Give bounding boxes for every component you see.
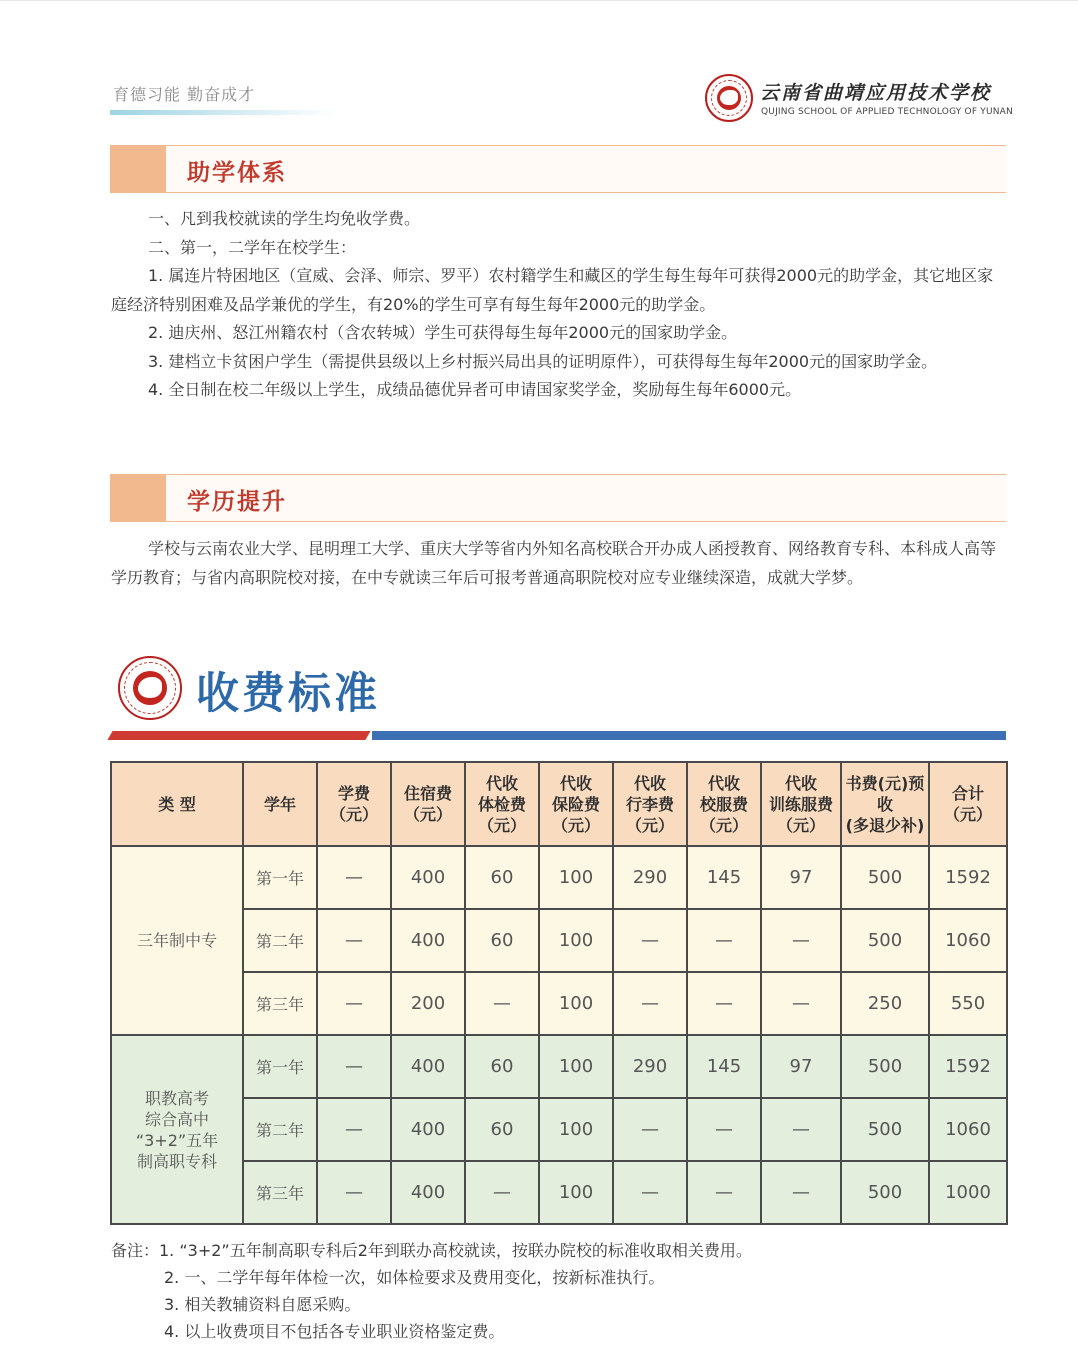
fee-cell: — <box>687 909 761 972</box>
table-header-row <box>111 762 1007 846</box>
fee-cell: — <box>317 909 391 972</box>
year-cell: 第一年 <box>243 1035 317 1098</box>
school-name-en: QUJING SCHOOL OF APPLIED TECHNOLOGY OF YUNAN <box>761 107 1013 117</box>
fee-cell: 100 <box>539 1035 613 1098</box>
fees-title: 收费标准 <box>196 669 380 719</box>
table-row <box>111 909 1007 972</box>
fee-cell: 100 <box>539 972 613 1035</box>
table-header-cell <box>243 762 317 846</box>
education-section-title: 学历提升 <box>187 489 287 515</box>
aid-item: 2. 迪庆州、怒江州籍农村（含农转城）学生可获得每生每年2000元的国家助学金。 <box>148 323 738 342</box>
school-logo-icon <box>118 656 182 720</box>
fee-table <box>110 761 1008 1225</box>
education-content <box>111 535 1006 592</box>
fee-cell: 60 <box>465 1098 539 1161</box>
fee-cell: 60 <box>465 846 539 909</box>
aid-content <box>111 205 1006 405</box>
program-type-cell <box>111 846 243 1035</box>
table-header-cell <box>465 762 539 846</box>
header-line: 学费 <box>337 784 370 803</box>
program-type-line: 三年制中专 <box>136 931 217 950</box>
header-line: 代收 <box>784 773 817 793</box>
aid-item: 1. 属连片特困地区（宣威、会泽、师宗、罗平）农村籍学生和藏区的学生每生每年可获得2000元的助学金，其它地区家庭经济特别困难及品学兼优的学生，有20%的学生可享有每生每年2000元的助学金。 <box>111 266 994 314</box>
aid-item: 3. 建档立卡贫困户学生（需提供县级以上乡村振兴局出具的证明原件），可获得每生每年2000元的国家助学金。 <box>148 351 938 371</box>
fee-cell: 290 <box>613 846 687 909</box>
program-type-line: 职教高考 <box>144 1088 209 1108</box>
aid-section-header <box>110 145 1006 193</box>
fee-cell: — <box>317 1035 391 1098</box>
year-cell: 第三年 <box>243 1161 317 1224</box>
fee-cell: 500 <box>841 1035 929 1098</box>
table-row <box>111 1035 1007 1098</box>
fee-cell: 500 <box>841 846 929 909</box>
header-line: 代收 <box>559 773 592 793</box>
fee-cell: — <box>613 909 687 972</box>
fee-cell: 100 <box>539 1098 613 1161</box>
program-type-line: 制高职专科 <box>136 1151 217 1171</box>
fee-cell: 97 <box>761 1035 841 1098</box>
header-line: （元） <box>699 815 748 835</box>
fee-cell: 60 <box>465 1035 539 1098</box>
fee-cell: 500 <box>841 1161 929 1224</box>
header-line: （元） <box>776 815 825 835</box>
fee-cell: — <box>613 1098 687 1161</box>
header-line: （元） <box>329 805 378 824</box>
header-line: 训练服费 <box>768 794 833 814</box>
table-header-cell <box>761 762 841 846</box>
aid-section-title: 助学体系 <box>187 160 287 186</box>
header-line: （元） <box>943 805 992 824</box>
note-line: 备注：1. “3+2”五年制高职专科后2年到联办高校就读，按联办院校的标准收取相关费用。 <box>111 1241 752 1260</box>
fee-cell: — <box>761 972 841 1035</box>
fee-cell: 1060 <box>929 909 1007 972</box>
fee-cell: — <box>761 1161 841 1224</box>
header-line: 保险费 <box>551 794 600 814</box>
aid-item: 4. 全日制在校二年级以上学生，成绩品德优异者可申请国家奖学金，奖励每生每年6000元。 <box>148 380 802 399</box>
header-line: 书费(元)预收 <box>845 773 925 814</box>
fee-cell: — <box>761 1098 841 1161</box>
year-cell: 第三年 <box>243 972 317 1035</box>
fee-cell: — <box>687 1161 761 1224</box>
table-body <box>111 846 1007 1224</box>
fee-cell: 290 <box>613 1035 687 1098</box>
section-tab <box>110 474 166 522</box>
table-header-cell <box>613 762 687 846</box>
table-row <box>111 972 1007 1035</box>
header-line: （元） <box>477 815 526 835</box>
fee-cell: — <box>761 909 841 972</box>
fee-cell: 60 <box>465 909 539 972</box>
education-section-header <box>110 474 1006 522</box>
fee-cell: 1000 <box>929 1161 1007 1224</box>
table-header-cell <box>111 762 243 846</box>
table-row <box>111 846 1007 909</box>
fee-cell: 400 <box>391 909 465 972</box>
program-type-cell <box>111 1035 243 1224</box>
year-cell: 第二年 <box>243 1098 317 1161</box>
fee-cell: 400 <box>391 1161 465 1224</box>
fee-cell: — <box>317 1161 391 1224</box>
table-header-cell <box>929 762 1007 846</box>
table-header-cell <box>391 762 465 846</box>
fee-cell: 145 <box>687 846 761 909</box>
table-row <box>111 1161 1007 1224</box>
header-line: 代收 <box>633 773 666 793</box>
table-header-cell <box>317 762 391 846</box>
header-line: (多退少补) <box>845 815 925 835</box>
fee-cell: 97 <box>761 846 841 909</box>
fee-cell: — <box>465 972 539 1035</box>
header-line: 体检费 <box>477 794 526 814</box>
fee-cell: — <box>465 1161 539 1224</box>
fee-cell: 100 <box>539 1161 613 1224</box>
fee-cell: 400 <box>391 846 465 909</box>
header-line: 类 型 <box>158 794 196 814</box>
fee-cell: 145 <box>687 1035 761 1098</box>
fee-cell: — <box>317 846 391 909</box>
school-name-cn: 云南省曲靖应用技术学校 <box>760 82 992 104</box>
header-line: （元） <box>403 805 452 824</box>
table-header-cell <box>687 762 761 846</box>
header-line: 行李费 <box>625 794 674 814</box>
fee-cell: — <box>687 1098 761 1161</box>
header-line: 代收 <box>485 773 518 793</box>
fee-cell: 250 <box>841 972 929 1035</box>
year-cell: 第一年 <box>243 846 317 909</box>
fee-cell: 100 <box>539 846 613 909</box>
section-tab <box>110 145 166 193</box>
fee-cell: 1592 <box>929 1035 1007 1098</box>
education-text: 学校与云南农业大学、昆明理工大学、重庆大学等省内外知名高校联合开办成人函授教育、网络教育专科、本科成人高等学历教育；与省内高职院校对接，在中专就读三年后可报考普通高职院校对应专业继续深造，成就大学梦。 <box>111 539 997 587</box>
table-header-cell <box>539 762 613 846</box>
fee-cell: 200 <box>391 972 465 1035</box>
fee-cell: — <box>317 972 391 1035</box>
header-line: 代收 <box>707 773 740 793</box>
fee-cell: 500 <box>841 909 929 972</box>
fee-cell: — <box>613 1161 687 1224</box>
fee-cell: — <box>613 972 687 1035</box>
header-line: 住宿费 <box>403 784 452 803</box>
table-row <box>111 1098 1007 1161</box>
fee-cell: — <box>687 972 761 1035</box>
motto-underline <box>110 110 340 115</box>
aid-item: 一、凡到我校就读的学生均免收学费。 <box>148 209 421 228</box>
header-line: （元） <box>625 815 674 835</box>
fee-cell: 550 <box>929 972 1007 1035</box>
fee-cell: — <box>317 1098 391 1161</box>
fee-cell: 500 <box>841 1098 929 1161</box>
program-type-line: 综合高中 <box>144 1109 209 1129</box>
school-motto: 育德习能 勤奋成才 <box>113 85 256 104</box>
note-line: 3. 相关教辅资料自愿采购。 <box>164 1295 361 1314</box>
note-line: 2. 一、二学年每年体检一次，如体检要求及费用变化，按新标准执行。 <box>164 1268 665 1287</box>
banner-bar-blue <box>372 731 1006 740</box>
school-logo-icon <box>705 74 753 122</box>
aid-item: 二、第一，二学年在校学生： <box>148 237 357 257</box>
fee-cell: 400 <box>391 1098 465 1161</box>
fee-cell: 1060 <box>929 1098 1007 1161</box>
note-line: 4. 以上收费项目不包括各专业职业资格鉴定费。 <box>164 1322 505 1341</box>
banner-bar-red <box>107 731 370 740</box>
top-border <box>0 0 1078 1</box>
fee-cell: 400 <box>391 1035 465 1098</box>
header-line: 校服费 <box>699 794 748 814</box>
year-cell: 第二年 <box>243 909 317 972</box>
header-line: 合计 <box>951 784 984 803</box>
header-line: （元） <box>551 815 600 835</box>
header-line: 学年 <box>263 794 296 814</box>
program-type-line: “3+2”五年 <box>135 1130 219 1150</box>
table-header-cell <box>841 762 929 846</box>
fee-cell: 100 <box>539 909 613 972</box>
fee-cell: 1592 <box>929 846 1007 909</box>
